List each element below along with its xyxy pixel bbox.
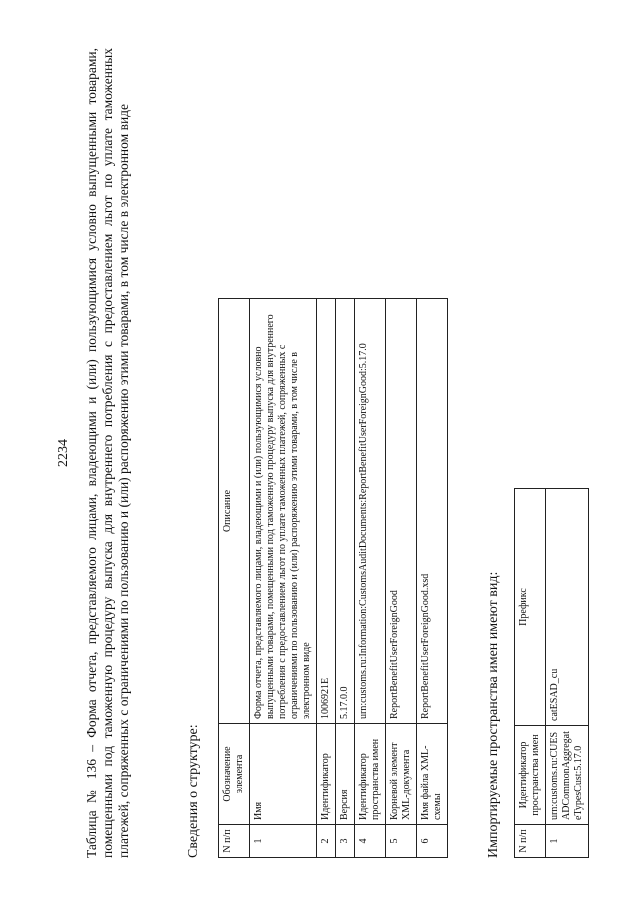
column-header: Идентификатор пространства имен xyxy=(515,725,546,824)
table-cell: Идентификатор пространства имен xyxy=(355,723,386,824)
column-header: Префикс xyxy=(515,488,546,725)
table-cell: Имя файла XML-схемы xyxy=(417,723,448,824)
rotated-content xyxy=(20,8,620,898)
structure-heading: Сведения о структуре: xyxy=(186,723,201,858)
table-row xyxy=(417,298,448,857)
table-header-row xyxy=(219,298,250,857)
table-cell: ReportBenefitUserForeignGood.xsd xyxy=(417,298,448,723)
column-header: N п/п xyxy=(515,824,546,857)
table-row xyxy=(336,298,355,857)
table-cell: catESAD_cu xyxy=(546,488,589,725)
column-header: Описание xyxy=(219,298,250,723)
structure-table xyxy=(218,298,448,858)
page-number: 2234 xyxy=(56,438,71,467)
table-cell: Версия xyxy=(336,723,355,824)
namespaces-heading: Импортируемые пространства имен имеют вид: xyxy=(486,571,501,858)
table-cell: ReportBenefitUserForeignGood xyxy=(386,298,417,723)
table-header-row xyxy=(515,488,546,857)
table-row xyxy=(355,298,386,857)
table-cell: 1 xyxy=(250,824,317,857)
column-header: N п/п xyxy=(219,824,250,857)
table-cell: 3 xyxy=(336,824,355,857)
table-cell: 4 xyxy=(355,824,386,857)
table-row xyxy=(386,298,417,857)
table-cell: Имя xyxy=(250,723,317,824)
table-cell: Идентификатор xyxy=(317,723,336,824)
table-cell: urn:customs.ru:CUESADCommonAggregateTypesCust:5.17.0 xyxy=(546,725,589,824)
table-cell: 6 xyxy=(417,824,448,857)
column-header: Обозначение элемента xyxy=(219,723,250,824)
table-cell: Корневой элемент XML-документа xyxy=(386,723,417,824)
table-row xyxy=(250,298,317,857)
table-cell: urn:customs.ru:Information:CustomsAuditDocuments:ReportBenefitUserForeignGood:5.17.0 xyxy=(355,298,386,723)
table-cell: 5.17.0.0 xyxy=(336,298,355,723)
table-row xyxy=(546,488,589,857)
namespaces-table xyxy=(514,488,589,858)
table-cell: 1 xyxy=(546,824,589,857)
table-cell: 1006921E xyxy=(317,298,336,723)
table-row xyxy=(317,298,336,857)
table-cell: Форма отчета, представляемого лицами, владеющими и (или) пользующимися условно выпущенными товарами, помещенными под таможенную процедуру выпуска для внутреннего потребления с предоставлением льгот по уплате таможенных платежей, сопряженных с ограничениями по пользованию и (или) распоряжению этими товарами, в том числе в электронном виде xyxy=(250,298,317,723)
table-cell: 5 xyxy=(386,824,417,857)
table-caption: Таблица № 136 – Форма отчета, представляемого лицами, владеющими и (или) пользующимися условно выпущенными товарами, помещенными под таможенную процедуру выпуска для внутреннего потребления с предоставлением льгот по уплате таможенных платежей, сопряженных с ограничениями по пользованию и (или) распоряжению этими товарами, в том числе в электронном виде xyxy=(84,47,131,858)
table-cell: 2 xyxy=(317,824,336,857)
